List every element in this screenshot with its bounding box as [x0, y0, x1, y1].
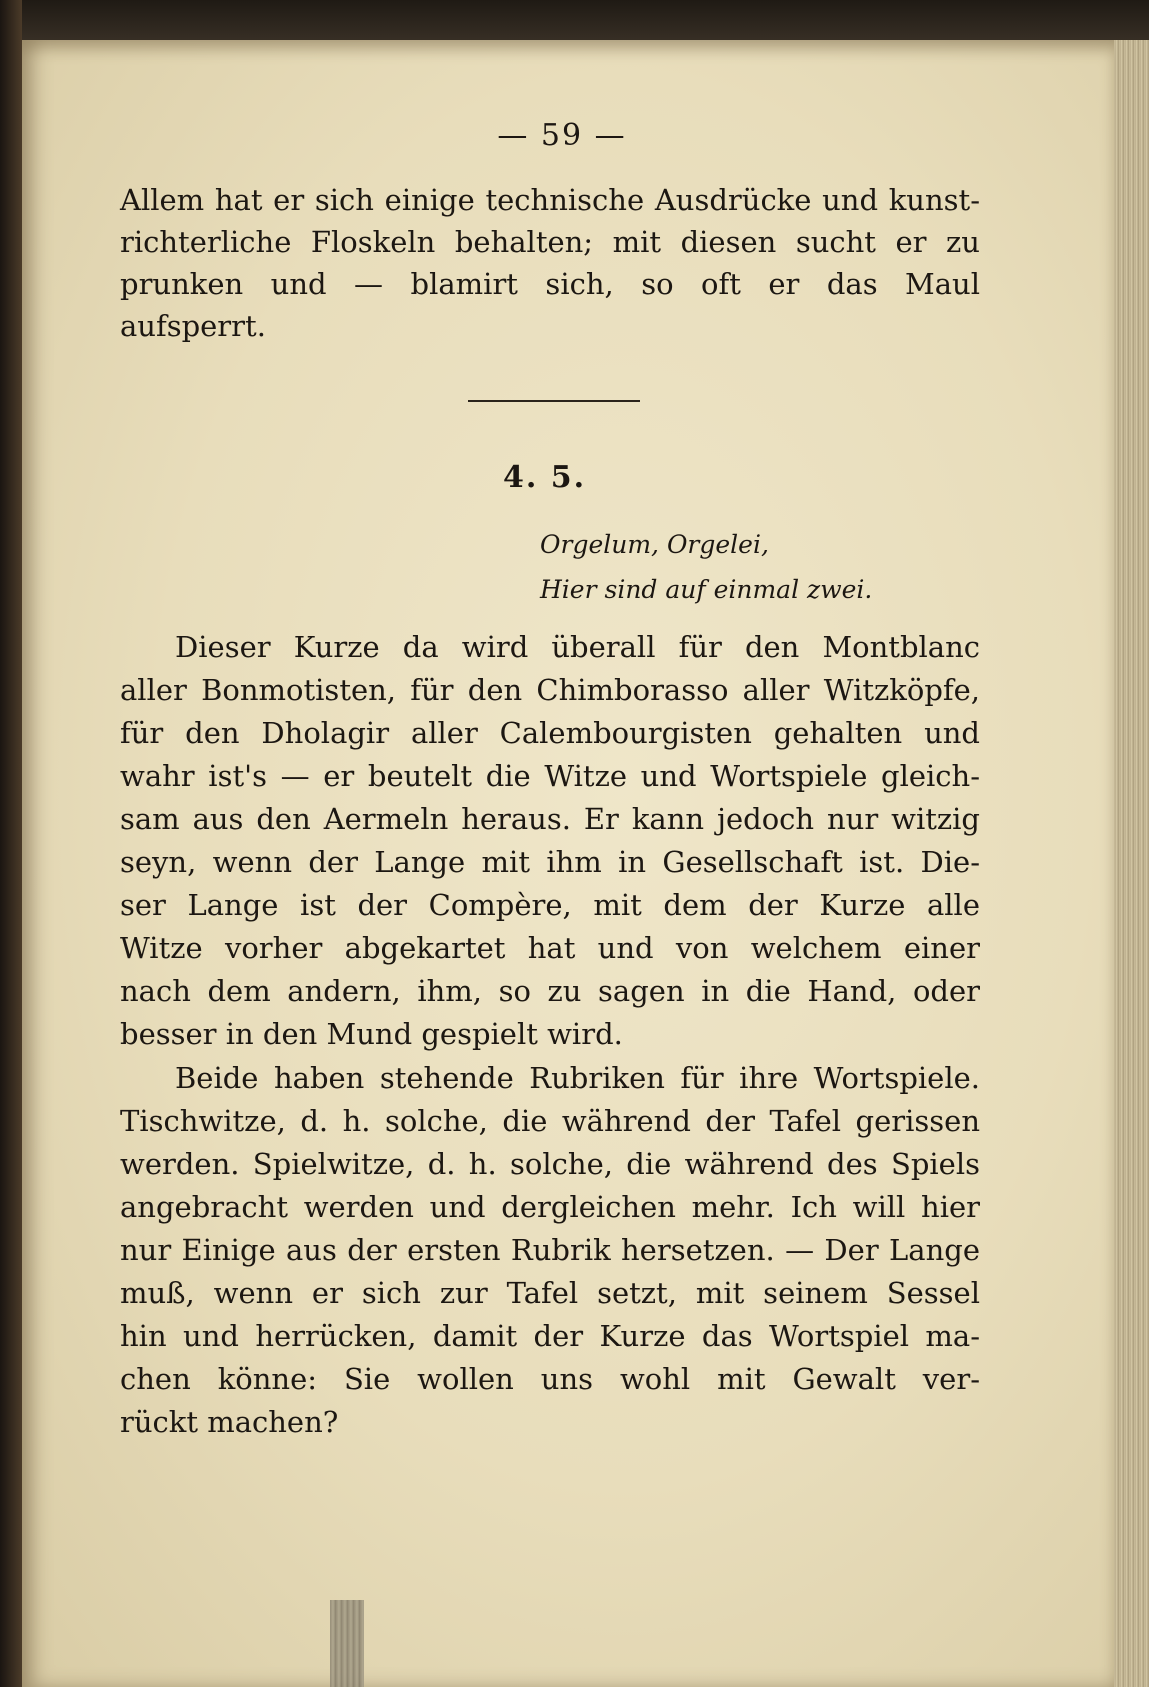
text-line: nach dem andern, ihm, so zu sagen in die Hand, oder	[120, 974, 980, 1008]
text-line: wahr ist's — er beutelt die Witze und Wortspiele gleich-	[120, 759, 980, 793]
text-line: nur Einige aus der ersten Rubrik hersetzen. — Der Lange	[120, 1233, 980, 1267]
page-edges	[1110, 40, 1149, 1687]
verse-line: Hier sind auf einmal zwei.	[540, 575, 873, 604]
text-line: muß, wenn er sich zur Tafel setzt, mit seinem Sessel	[120, 1276, 980, 1310]
text-line: besser in den Mund gespielt wird.	[120, 1017, 623, 1051]
text-line: werden. Spielwitze, d. h. solche, die während des Spiels	[120, 1147, 980, 1181]
text-line: sam aus den Aermeln heraus. Er kann jedoch nur witzig	[120, 802, 980, 836]
text-line: hin und herrücken, damit der Kurze das Wortspiel ma-	[120, 1319, 980, 1353]
text-line: für den Dholagir aller Calembourgisten gehalten und	[120, 716, 980, 750]
section-divider	[468, 400, 640, 402]
page-number: — 59 —	[497, 118, 627, 153]
text-line: chen könne: Sie wollen uns wohl mit Gewalt ver-	[120, 1362, 980, 1396]
text-line: angebracht werden und dergleichen mehr. Ich will hier	[120, 1190, 980, 1224]
text-line: prunken und — blamirt sich, so oft er das Maul	[120, 267, 980, 301]
text-line: richterliche Floskeln behalten; mit diesen sucht er zu	[120, 225, 980, 259]
binding-edge	[0, 0, 22, 1687]
text-line: Witze vorher abgekartet hat und von welchem einer	[120, 931, 980, 965]
section-number: 4. 5.	[503, 460, 587, 495]
text-line: Beide haben stehende Rubriken für ihre Wortspiele.	[175, 1061, 980, 1095]
text-line: aufsperrt.	[120, 309, 266, 343]
text-line: Allem hat er sich einige technische Ausdrücke und kunst-	[120, 183, 980, 217]
text-line: Dieser Kurze da wird überall für den Montblanc	[175, 630, 980, 664]
text-line: Tischwitze, d. h. solche, die während der Tafel gerissen	[120, 1104, 980, 1138]
bookmark-ribbon	[330, 1600, 364, 1687]
verse-line: Orgelum, Orgelei,	[540, 530, 769, 559]
text-line: rückt machen?	[120, 1405, 339, 1439]
text-line: seyn, wenn der Lange mit ihm in Gesellschaft ist. Die-	[120, 845, 980, 879]
text-line: aller Bonmotisten, für den Chimborasso aller Witzköpfe,	[120, 673, 980, 707]
text-line: ser Lange ist der Compère, mit dem der Kurze alle	[120, 888, 980, 922]
